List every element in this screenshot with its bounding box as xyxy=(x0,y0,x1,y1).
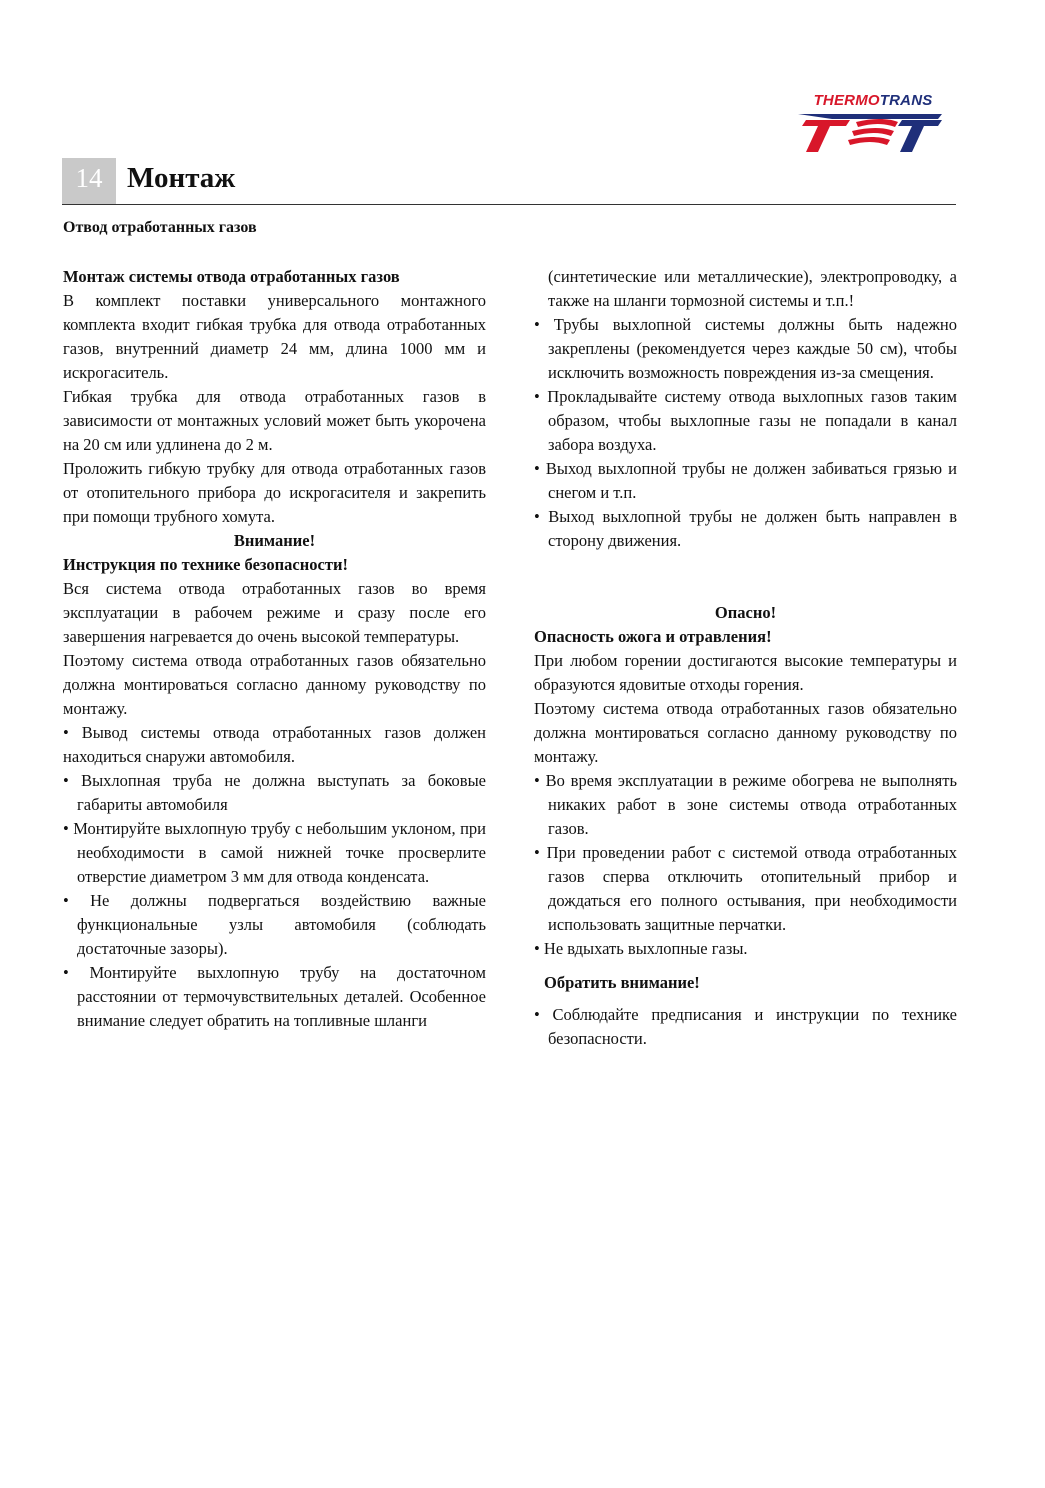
mounting-heading: Монтаж системы отвода отработанных газов xyxy=(63,267,400,286)
safety-heading: Инструкция по технике безопасности! xyxy=(63,555,348,574)
attention-label: Внимание! xyxy=(233,531,316,550)
list-item: • Не должны подвергаться воздействию важные функциональные узлы автомобиля (соблюдать достаточные зазоры). xyxy=(63,891,486,958)
list-item: • Трубы выхлопной системы должны быть надежно закреплены (рекомендуется через каждые 50 см), чтобы исключить возможность повреждения из-за смещения. xyxy=(534,315,957,382)
list-item: • Вывод системы отвода отработанных газов должен находиться снаружи автомобиля. xyxy=(63,723,486,766)
paragraph: Гибкая трубка для отвода отработанных газов в зависимости от монтажных условий может быть укорочена на 20 см или удлинена до 2 м. xyxy=(63,387,486,454)
page-number: 14 xyxy=(62,158,116,204)
list-item: • Соблюдайте предписания и инструкции по технике безопасности. xyxy=(534,1005,957,1048)
list-item: • Выход выхлопной трубы не должен быть направлен в сторону движения. xyxy=(534,507,957,550)
brand-name: THERMOTRANS xyxy=(813,92,933,109)
list-item: • Не вдыхать выхлопные газы. xyxy=(534,939,748,958)
paragraph: Поэтому система отвода отработанных газов обязательно должна монтироваться согласно данному руководству по монтажу. xyxy=(534,699,957,766)
left-column xyxy=(63,265,486,1033)
tet-logo-mark xyxy=(792,110,952,154)
list-item: • Прокладывайте систему отвода выхлопных газов таким образом, чтобы выхлопные газы не попадали в канал забора воздуха. xyxy=(534,387,957,454)
danger-heading: Опасность ожога и отравления! xyxy=(534,627,772,646)
brand-logo xyxy=(788,92,958,156)
paragraph: При любом горении достигаются высокие температуры и образуются ядовитые отходы горения. xyxy=(534,651,957,694)
paragraph: В комплект поставки универсального монтажного комплекта входит гибкая трубка для отвода отработанных газов, внутренний диаметр 24 мм, длина 1000 мм и искрогаситель. xyxy=(63,291,486,382)
list-item: • При проведении работ с системой отвода отработанных газов сперва отключить отопительный прибор и дождаться его полного остывания, при необходимости использовать защитные перчатки. xyxy=(534,843,957,934)
list-item: • Во время эксплуатации в режиме обогрева не выполнять никаких работ в зоне системы отвода отработанных газов. xyxy=(534,771,957,838)
list-item: • Монтируйте выхлопную трубу на достаточном расстоянии от термочувствительных деталей. Особенное внимание следует обратить на топливные шланги xyxy=(63,963,486,1030)
paragraph: Проложить гибкую трубку для отвода отработанных газов от отопительного прибора до искрогасителя и закрепить при помощи трубного хомута. xyxy=(63,459,486,526)
section-heading: Отвод отработанных газов xyxy=(63,219,257,236)
paragraph: Вся система отвода отработанных газов во время эксплуатации в рабочем режиме и сразу после его завершения нагревается до очень высокой температуры. xyxy=(63,579,486,646)
right-column xyxy=(534,265,957,1051)
continued-text: (синтетические или металлические), электропроводку, а также на шланги тормозной системы и т.п.! xyxy=(548,267,957,310)
list-item: • Выхлопная труба не должна выступать за боковые габариты автомобиля xyxy=(63,771,486,814)
page-header xyxy=(62,158,956,205)
page-title: Монтаж xyxy=(127,162,236,194)
note-heading: Обратить внимание! xyxy=(544,973,700,992)
paragraph: Поэтому система отвода отработанных газов обязательно должна монтироваться согласно данному руководству по монтажу. xyxy=(63,651,486,718)
list-item: • Выход выхлопной трубы не должен забиваться грязью и снегом и т.п. xyxy=(534,459,957,502)
list-item: • Монтируйте выхлопную трубу с небольшим уклоном, при необходимости в самой нижней точке просверлите отверстие диаметром 3 мм для отвода конденсата. xyxy=(63,819,486,886)
danger-label: Опасно! xyxy=(714,603,777,622)
